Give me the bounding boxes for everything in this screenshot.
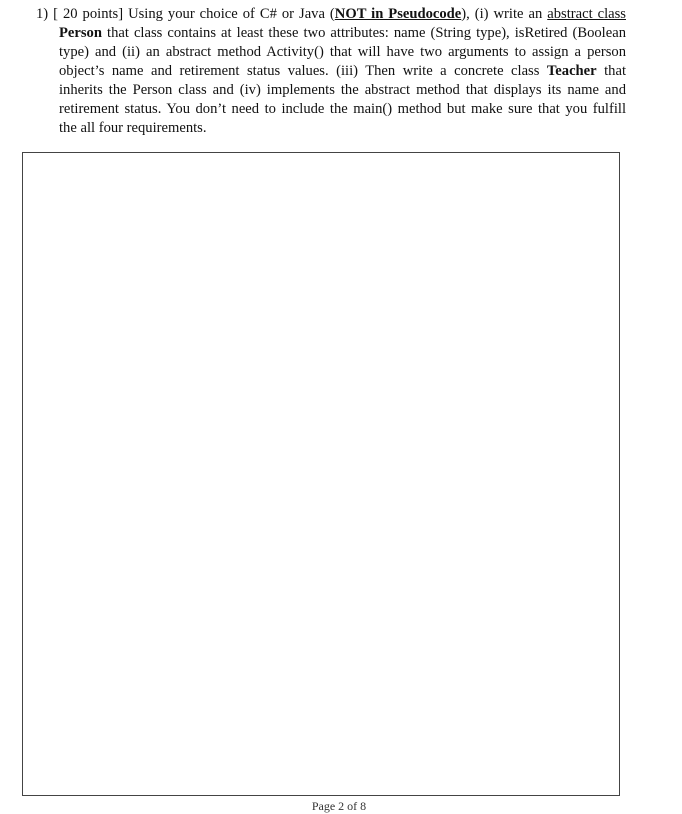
question-line-1 xyxy=(36,5,626,24)
question-line-7: the all four requirements. xyxy=(59,120,207,136)
question-line-4-end: that xyxy=(596,63,626,79)
question-text xyxy=(36,5,626,138)
question-prefix: 1) [ 20 points] Using your choice of C# or Java ( xyxy=(36,6,335,22)
not-pseudocode-emphasis: NOT in Pseudocode xyxy=(334,6,462,22)
abstract-class-underline: abstract class xyxy=(547,6,626,22)
teacher-class-name: Teacher xyxy=(546,63,597,79)
page-footer: Page 2 of 8 xyxy=(311,799,367,813)
person-class-name: Person xyxy=(59,25,102,41)
question-line-4 xyxy=(36,62,626,81)
question-line-2-text: that class contains at least these two attributes: name (String type), isRetired (Boolean xyxy=(101,25,626,41)
question-line-6: retirement status. You don’t need to include the main() method but make sure that you fulfill xyxy=(59,101,626,117)
question-line-2 xyxy=(36,24,626,43)
question-line-5: inherits the Person class and (iv) implements the abstract method that displays its name and xyxy=(59,82,626,98)
question-line-3: type) and (ii) an abstract method Activity() that will have two arguments to assign a person xyxy=(59,44,626,60)
answer-box[interactable] xyxy=(22,152,620,796)
question-middle: ), (i) write an xyxy=(461,6,548,22)
question-line-4-text: object’s name and retirement status values. (iii) Then write a concrete class xyxy=(59,63,547,79)
